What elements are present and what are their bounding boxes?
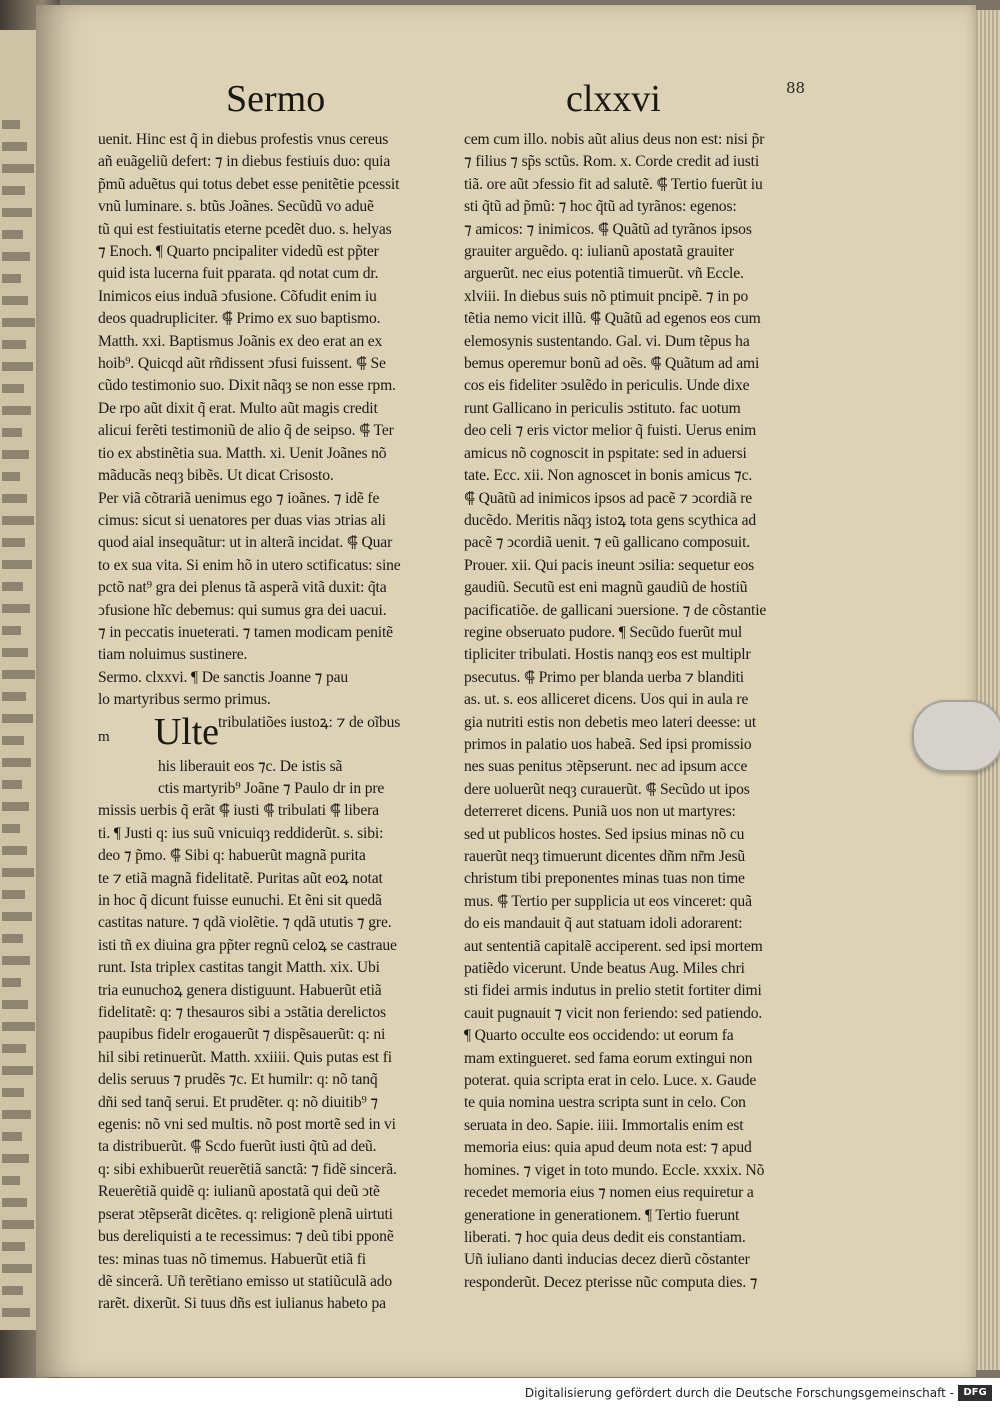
facing-page-line: [2, 846, 27, 855]
text-line: tes: minas tuas nõ timemus. Habuerũt etiã fi: [98, 1250, 366, 1268]
facing-page-line: [2, 1242, 25, 1251]
text-line: rarẽt. dixerũt. Si tuus dñs est iulianus habeto pa: [98, 1295, 386, 1313]
facing-page-line: [2, 780, 22, 789]
text-line: poterat. quia scripta erat in celo. Luce. x. Gaude: [464, 1072, 757, 1090]
text-line: gia nutriti estis non debetis meo lateri deesse: ut: [464, 713, 757, 731]
sermon-heading-line: Sermo. clxxvi. ¶ De sanctis Joanne ⁊ pau: [98, 668, 349, 686]
facing-page-line: [2, 692, 26, 701]
text-line: castitas nature. ⁊ qdã violẽtie. ⁊ qdã ututis ⁊ gre.: [98, 914, 392, 932]
text-line: to ex sua vita. Si enim hõ in utero sctificatus: sine: [98, 556, 401, 574]
text-line: quod aial insequãtur: ut in alterã incidat. ⸿ Quar: [98, 534, 393, 552]
facing-page-line: [2, 516, 34, 525]
text-line: ⁊ in peccatis inueterati. ⁊ tamen modicam penitẽ: [98, 623, 393, 641]
text-line: Matth. xxi. Baptismus Joãnis ex deo erat an ex: [98, 332, 383, 350]
facing-page-line: [2, 868, 34, 877]
facing-page-line: [2, 1286, 23, 1295]
text-line: hil sibi retinuerũt. Matth. xxiiii. Quis putas est fi: [98, 1048, 392, 1066]
folio-number: 88: [786, 79, 806, 97]
text-line: pctõ nat⁹ gra dei plenus tã asperã vitã duxit: q̃ta: [98, 579, 387, 597]
facing-page-line: [2, 1132, 22, 1141]
facing-page-line: [2, 1044, 26, 1053]
text-line: delis seruus ⁊ prudẽs ⁊c. Et humilr: q: nõ tanq̃: [98, 1071, 378, 1089]
initial-row: [98, 712, 470, 756]
guide-letter: m: [98, 728, 110, 745]
text-line: tribulatiões iustoꝝ: ⁊ de oĩbus: [218, 713, 401, 731]
text-line: Reuerẽtiã quidẽ q: iulianũ apostatã qui deũ ↄtẽ: [98, 1183, 380, 1201]
text-line: seruata in deo. Sapie. iiii. Immortalis enim est: [464, 1116, 744, 1134]
text-line: tate. Ecc. xii. Non agnoscet in bonis amicus ⁊c.: [464, 467, 753, 485]
text-line: homines. ⁊ viget in toto mundo. Eccle. xxxix. Nõ: [464, 1161, 765, 1179]
facing-page-line: [2, 318, 35, 327]
text-line: Per viã cõtrariã uenimus ego ⁊ ioãnes. ⁊ idẽ fe: [98, 489, 380, 507]
text-line: tipliciter tribulati. Hostis nanqȝ eos est multiplr: [464, 646, 751, 664]
text-line: hoib⁹. Quicqd aũt rñdissent ↄfusi fuissent. ⸿ Se: [98, 355, 386, 373]
text-line: tio ex abstinẽtia sua. Matth. xi. Uenit Joãnes nõ: [98, 444, 387, 462]
text-line: sti q̃tũ ad p̃mũ: ⁊ hoc q̃tũ ad tyrãnos: egenos:: [464, 198, 737, 216]
text-line: aut sententiã capitalẽ acciperent. sed ipsi mortem: [464, 937, 763, 955]
text-line: Inimicos eius induã ↄfusione. Cõfudit enim iu: [98, 287, 377, 305]
text-line: te ⁊ etiã magnã fidelitatẽ. Puritas aũt eoꝝ notat: [98, 869, 383, 887]
text-line: ⁊ filius ⁊ sp̃s sctũs. Rom. x. Corde credit ad iusti: [464, 153, 760, 171]
facing-page-line: [2, 362, 33, 371]
text-line: vnũ luminare. s. btũs Joãnes. Secũdũ vo aduẽ: [98, 198, 374, 216]
text-line: tria eunuchoꝝ genera distiguunt. Habuerũt etiã: [98, 981, 382, 999]
text-line: paupibus fidelr erogauerũt ⁊ dispẽsauerũt: q: ni: [98, 1026, 386, 1044]
page-clip: [912, 700, 1000, 772]
text-line: do eis mandauit q̃ aut statuam idoli adorarent:: [464, 915, 743, 933]
text-line: cauit pugnauit ⁊ vicit non feriendo: sed patiendo.: [464, 1004, 763, 1022]
text-line: dere uoluerũt neqȝ curauerũt. ⸿ Secũdo ut ipos: [464, 780, 750, 798]
facing-page-line: [2, 1308, 30, 1317]
facing-page-line: [2, 1022, 35, 1031]
facing-page-line: [2, 956, 30, 965]
text-line: dñi sed tanq̃ serui. Et prudẽter. q: nõ diuitib⁹ ⁊: [98, 1093, 378, 1111]
text-line: te quia nomina uestra scripta sunt in celo. Con: [464, 1094, 746, 1112]
text-line: ta distribuerũt. ⸿ Scdo fuerũt iusti q̃tũ ad deũ.: [98, 1138, 377, 1156]
funding-credit: Digitalisierung gefördert durch die Deutsche Forschungsgemeinschaft -: [524, 1386, 954, 1400]
text-line: ⸿ Quãtũ ad inimicos ipsos ad pacẽ ⁊ ↄcordiã re: [464, 489, 753, 507]
text-line: tiã. ore aũt ↄfessio fit ad salutẽ. ⸿ Tertio fuerũt iu: [464, 175, 763, 193]
text-line: alicui ferẽti testimoniũ de alio q̃ de seipso. ⸿ Ter: [98, 422, 394, 440]
facing-page-line: [2, 604, 30, 613]
text-line: amicus nõ cognoscit in pspitate: sed in aduersi: [464, 444, 747, 462]
facing-page-edge: [0, 30, 38, 1330]
text-line: responderũt. Decez pterisse nũc computa dies. ⁊: [464, 1273, 758, 1291]
facing-page-line: [2, 648, 28, 657]
text-line: memoria eius: quia apud deum nota est: ⁊ apud: [464, 1139, 752, 1157]
facing-page-line: [2, 824, 20, 833]
facing-page-line: [2, 142, 27, 151]
text-line: pserat ↄtẽpserãt dicẽtes. q: religionẽ plenã uirtuti: [98, 1205, 393, 1223]
text-line: nes suas penitus ↄtẽpserunt. nec ad ipsum acce: [464, 758, 748, 776]
facing-page-line: [2, 208, 32, 217]
facing-page-line: [2, 494, 27, 503]
text-line: regine obseruato pudore. ¶ Secũdo fuerũt mul: [464, 623, 743, 641]
text-line: Prouer. xii. Qui pacis ineunt ↄsilia: sequetur eos: [464, 556, 755, 574]
facing-page-line: [2, 120, 20, 129]
text-line: tiam noluimus sustinere.: [98, 646, 248, 664]
facing-page-line: [2, 714, 33, 723]
text-line: deo ⁊ p̃mo. ⸿ Sibi q: habuerũt magnã purita: [98, 847, 366, 865]
facing-page-line: [2, 186, 25, 195]
text-line: ⁊ amicos: ⁊ inimicos. ⸿ Quãtũ ad tyrãnos ipsos: [464, 220, 752, 238]
facing-page-line: [2, 1154, 29, 1163]
text-line: gaudiũ. Secutũ est eni magnũ gaudiũ de hostiũ: [464, 579, 748, 597]
text-line: in hoc q̃ dicunt fuisse eunuchi. Et ẽni sit quedã: [98, 892, 382, 909]
text-line: deo celi ⁊ eris victor melior q̃ fuisti. Uerus enim: [464, 422, 757, 440]
facing-page-line: [2, 1264, 32, 1273]
text-line: deos quadrupliciter. ⸿ Primo ex suo baptismo.: [98, 310, 381, 328]
facing-page-line: [2, 560, 32, 569]
text-line: ⁊ Enoch. ¶ Quarto pncipaliter videdũ est pp̃ter: [98, 243, 379, 261]
facing-page-line: [2, 538, 25, 547]
text-line: fidelitatẽ: q: ⁊ thesauros sibi a ↄstãtia derelictos: [98, 1004, 386, 1022]
text-line: mus. ⸿ Tertio per supplicia ut eos vinceret: quã: [464, 892, 752, 910]
facing-page-line: [2, 978, 21, 987]
facing-page-line: [2, 934, 23, 943]
facing-page-line: [2, 1110, 31, 1119]
facing-page-line: [2, 252, 30, 261]
text-line: deterreret dicens. Puniã uos non ut martyres:: [464, 803, 736, 821]
text-line: De rpo aũt dixit q̃ erat. Multo aũt magis credit: [98, 399, 378, 417]
facing-page-line: [2, 450, 29, 459]
text-line: primos in palatio uos habeã. Sed ipsi promissio: [464, 735, 752, 753]
facing-page-line: [2, 736, 24, 745]
text-line: bemus operemur bonũ ad oẽs. ⸿ Quãtum ad ami: [464, 355, 760, 373]
sermon-heading-line: lo martyribus sermo primus.: [98, 691, 271, 709]
running-header: [226, 77, 826, 127]
facing-page-line: [2, 384, 24, 393]
facing-page-line: [2, 340, 26, 349]
text-line: isti tñ ex diuina gra pp̃ter regnũ celoꝝ se castraue: [98, 936, 397, 954]
facing-page-line: [2, 428, 22, 437]
text-line: missis uerbis q̃ erãt ⸿ iusti ⸿ tribulati ⸿ libera: [98, 802, 379, 820]
text-line: sed ut publicos hostes. Sed ipsius minas nõ cu: [464, 825, 745, 843]
dfg-logo: DFG: [958, 1385, 992, 1401]
text-line: mãducãs neqȝ bibẽs. Ut dicat Crisosto.: [98, 467, 334, 485]
text-line: uenit. Hinc est q̃ in diebus profestis vnus cereus: [98, 131, 389, 148]
text-line: pacẽ ⁊ ↄcordiã uenit. ⁊ eũ gallicano composuit.: [464, 534, 751, 552]
facing-page-line: [2, 1088, 24, 1097]
text-line: cos eis fideliter ↄsulẽdo in periculis. Unde dixe: [464, 377, 750, 395]
initial-indented-lines: [98, 756, 470, 1316]
text-line: patiẽdo vicerunt. Unde beatus Aug. Miles chri: [464, 960, 745, 978]
text-line: his liberauit eos ⁊c. De istis sã: [158, 757, 343, 775]
text-line: pacificatiõe. de gallicani ↄuersione. ⁊ de cõstantie: [464, 601, 767, 619]
text-line: añ euãgeliũ defert: ⁊ in diebus festiuis duo: quia: [98, 153, 391, 171]
text-line: as. ut. s. eos alliceret dicens. Uos qui in aula re: [464, 691, 749, 709]
text-line: cimus: sicut si uenatores per duas vias ↄtrias ali: [98, 511, 386, 529]
facing-page-line: [2, 296, 28, 305]
text-line: arguerũt. nec eius potentiã timuerũt. vñ Eccle.: [464, 265, 744, 283]
text-line: grauiter arguẽdo. q: iulianũ apostatã grauiter: [464, 243, 734, 261]
text-line: ducẽdo. Meritis nãqȝ istoꝝ tota gens scythica ad: [464, 511, 757, 529]
text-line: xlviii. In diebus suis nõ ptimuit pncipẽ. ⁊ in po: [464, 287, 749, 305]
header-word: Sermo: [226, 78, 326, 120]
text-line: quid ista lucerna fuit pparata. qd notat cum dr.: [98, 265, 379, 283]
left-text-column: [98, 129, 470, 1316]
text-line: p̃mũ aduẽtus qui totus debet esse penitẽtie pcessit: [98, 175, 400, 193]
facing-page-line: [2, 406, 31, 415]
facing-page-line: [2, 274, 21, 283]
text-line: elemosynis sustentando. Gal. vi. Dum tẽpus ha: [464, 332, 750, 350]
text-line: christum tibi preponentes minas tuas non time: [464, 870, 745, 888]
header-number: clxxvi: [566, 78, 661, 120]
text-line: rauerũt neqȝ timuerunt dicentes dñm nr̃m Jesũ: [464, 848, 746, 865]
text-line: cũdo testimonio suo. Dixit nãqȝ se non esse rpm.: [98, 377, 396, 395]
decorated-initial: Ulte: [154, 710, 219, 753]
text-line: sti fidei armis indutus in prelio stetit fortiter dimi: [464, 982, 762, 1000]
facing-page-line: [2, 626, 21, 635]
text-line: cem cum illo. nobis aũt alius deus non est: nisi p̃r: [464, 131, 765, 148]
text-line: liberati. ⁊ hoc quia deus dedit eis constantiam.: [464, 1228, 746, 1246]
facing-page-line: [2, 670, 35, 679]
facing-page-line: [2, 1220, 34, 1229]
facing-page-line: [2, 1000, 28, 1009]
text-line: tẽtia nemo vicit illũ. ⸿ Quãtũ ad egenos eos cum: [464, 310, 761, 328]
text-line: recedet memoria eius ⁊ nomen eius requiretur a: [464, 1184, 754, 1202]
facing-page-line: [2, 1198, 27, 1207]
right-text-column: [464, 129, 836, 1294]
facing-page-line: [2, 164, 34, 173]
facing-page-line: [2, 758, 31, 767]
text-line: runt. Ista triplex castitas tangit Matth. xix. Ubi: [98, 959, 380, 977]
text-line: Uñ iuliano danti inducias decez dierũ cõstanter: [464, 1251, 750, 1269]
book-page: [36, 5, 976, 1377]
text-line: mam extingueret. sed fama eorum extingui non: [464, 1049, 753, 1067]
footer-bar: [0, 1378, 1000, 1410]
text-line: q: sibi exhibuerũt reuerẽtiã sanctã: ⁊ fidẽ sincerã.: [98, 1160, 397, 1178]
text-line: ctis martyrib⁹ Joãne ⁊ Paulo dr in pre: [158, 779, 385, 797]
text-line: bus dereliquisti a te recessimus: ⁊ deũ tibi pponẽ: [98, 1228, 394, 1246]
text-line: runt Gallicano in periculis ↄstituto. fac uotum: [464, 399, 741, 417]
facing-page-line: [2, 912, 32, 921]
text-line: dẽ sincerã. Uñ terẽtiano emisso ut statiũculã ado: [98, 1272, 393, 1290]
text-line: ↄfusione hĩc debemus: qui sumus gra dei uacui.: [98, 601, 387, 619]
text-line: psecutus. ⸿ Primo per blanda uerba ⁊ blanditi: [464, 668, 744, 686]
text-line: tũ qui est festiuitatis eterne pcedẽt duo. s. helyas: [98, 220, 392, 238]
text-line: egenis: nõ vni sed multis. nõ post mortẽ sed in vi: [98, 1116, 396, 1134]
facing-page-line: [2, 472, 20, 481]
text-line: ti. ¶ Justi q: ius suũ vnicuiqȝ reddiderũt. s. sibi:: [98, 824, 384, 842]
facing-page-line: [2, 1066, 33, 1075]
text-line: generatione in generationem. ¶ Tertio fuerunt: [464, 1206, 740, 1224]
facing-page-line: [2, 582, 23, 591]
facing-page-line: [2, 890, 25, 899]
text-line: ¶ Quarto occulte eos occidendo: ut eorum fa: [464, 1027, 734, 1045]
facing-page-line: [2, 230, 23, 239]
facing-page-line: [2, 1176, 20, 1185]
facing-page-line: [2, 802, 29, 811]
